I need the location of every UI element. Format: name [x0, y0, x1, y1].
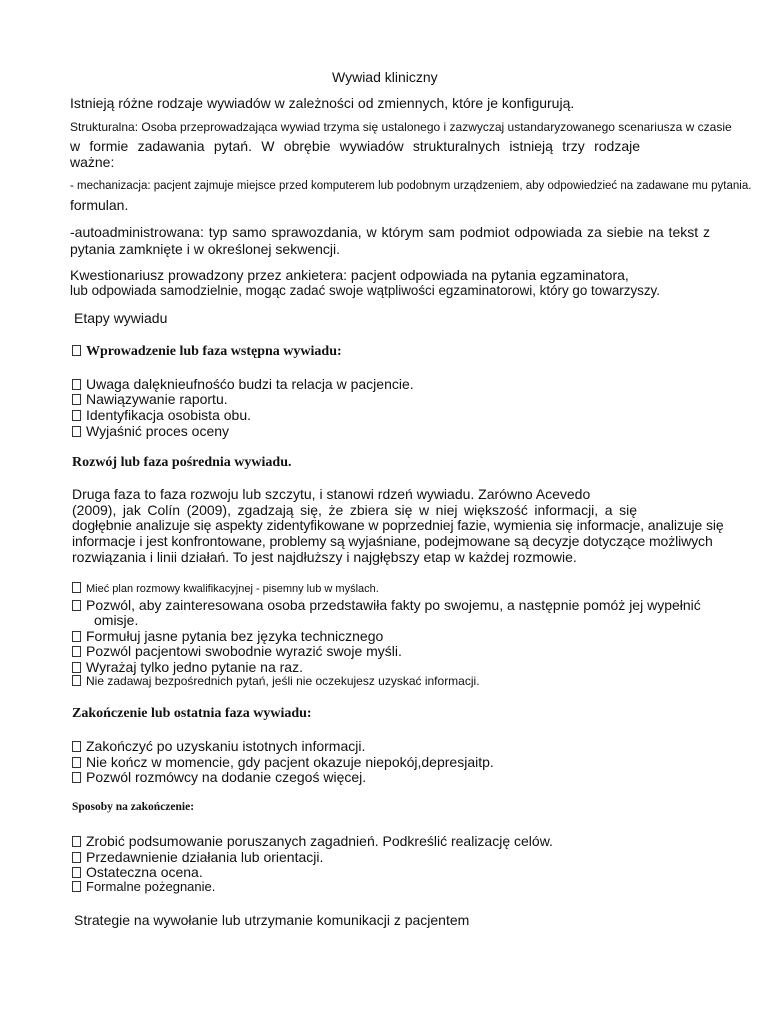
closing-ways-heading: Sposoby na zakończenie: — [72, 801, 195, 813]
checkbox-glyph-icon — [72, 881, 81, 892]
list-item — [72, 864, 203, 880]
list-item-text: Zakończyć po uzyskaniu istotnych informacji. — [86, 738, 366, 754]
list-item — [72, 849, 323, 865]
list-item-text: Formalne pożegnanie. — [86, 879, 216, 894]
list-item — [72, 738, 365, 754]
checkbox-glyph-icon — [72, 379, 81, 390]
list-item-text: Wyrażaj tylko jedno pytanie na raz. — [86, 659, 303, 675]
checkbox-glyph-icon — [72, 836, 81, 847]
list-item-text: Zrobić podsumowanie poruszanych zagadnień. Podkreślić realizację celów. — [86, 833, 553, 849]
list-item — [72, 582, 379, 596]
intro-paragraph: Istnieją różne rodzaje wywiadów w zależności od zmiennych, które je konfigurują. — [70, 95, 575, 111]
list-item-text: Mieć plan rozmowy kwalifikacyjnej - pisemny lub w myślach. — [86, 583, 379, 595]
strategies-heading: Strategie na wywołanie lub utrzymanie komunikacji z pacjentem — [74, 912, 470, 928]
list-item — [72, 659, 303, 675]
list-item — [72, 376, 414, 392]
final-phase-heading: Zakończenie lub ostatnia faza wywiadu: — [72, 706, 312, 721]
questionnaire-line: Kwestionariusz prowadzony przez ankietera: pacjent odpowiada na pytania egzaminatora, — [70, 267, 629, 283]
middle-paragraph-line: (2009), jak Colín (2009), zgadzają się, że zbiera się w niej większość informacji, a się — [72, 502, 637, 518]
list-item-text: Pozwól pacjentowi swobodnie wyrazić swoje myśli. — [86, 643, 402, 659]
list-item-text: Uwaga dalęknieufnośćo budzi ta relacja w pacjencie. — [86, 376, 414, 392]
checkbox-glyph-icon — [72, 426, 81, 437]
autoadmin-line: pytania zamknięte i w określonej sekwencji. — [70, 241, 341, 257]
list-item — [72, 643, 402, 659]
list-item-text: Pozwól rozmówcy na dodanie czegoś więcej. — [86, 769, 367, 785]
middle-paragraph-line: Druga faza to faza rozwoju lub szczytu, i stanowi rdzeń wywiadu. Zarówno Acevedo — [72, 486, 591, 502]
checkbox-glyph-icon — [72, 757, 81, 768]
intro-phase-heading-text: Wprowadzenie lub faza wstępna wywiadu: — [86, 344, 342, 359]
list-item — [72, 628, 383, 644]
checkbox-glyph-icon — [72, 741, 81, 752]
structural-line: w formie zadawania pytań. W obrębie wywiadów strukturalnych istnieją trzy rodzaje — [70, 138, 640, 154]
checkbox-glyph-icon — [72, 582, 81, 593]
structural-line: Strukturalna: Osoba przeprowadzająca wywiad trzyma się ustalonego i zazwyczaj ustandaryzowanego scenariusza w czasie — [70, 120, 732, 134]
list-item — [72, 423, 229, 439]
list-item-text: Formułuj jasne pytania bez języka technicznego — [86, 628, 384, 644]
autoadmin-line: -autoadministrowana: typ samo sprawozdania, w którym sam podmiot odpowiada za siebie na tekst z — [70, 224, 710, 240]
list-item — [72, 754, 494, 770]
list-item — [72, 675, 480, 689]
middle-paragraph-line: informacje i jest konfrontowane, problemy są wyjaśniane, podejmowane są decyzje dotyczące możliwych — [72, 533, 713, 549]
mechanization-line: - mechanizacja: pacjent zajmuje miejsce przed komputerem lub podobnym urządzeniem, aby odpowiedzieć na zadawane mu pytania. — [70, 180, 752, 192]
intro-phase-heading — [72, 344, 342, 360]
list-item-text: Przedawnienie działania lub orientacji. — [86, 849, 324, 865]
list-item-text: Identyfikacja osobista obu. — [86, 407, 251, 423]
checkbox-glyph-icon — [72, 600, 81, 611]
checkbox-glyph-icon — [72, 675, 81, 686]
list-item-text: Ostateczna ocena. — [86, 864, 203, 880]
questionnaire-line: lub odpowiada samodzielnie, mogąc zadać swoje wątpliwości egzaminatorowi, który go towarzyszy. — [70, 283, 660, 298]
middle-paragraph-line: rozwiązania i linii działań. To jest najdłuższy i najgłębszy etap w każdej rozmowie. — [72, 549, 577, 565]
list-item — [72, 407, 251, 423]
checkbox-glyph-icon — [72, 772, 81, 783]
checkbox-glyph-icon — [72, 852, 81, 863]
list-item-text: Nie kończ w momencie, gdy pacjent okazuje niepokój,depresjaitp. — [86, 754, 494, 770]
list-item-text: Pozwól, aby zainteresowana osoba przedstawiła fakty po swojemu, a następnie pomóż jej wypełnić — [86, 597, 701, 613]
middle-phase-heading: Rozwój lub faza pośrednia wywiadu. — [72, 455, 292, 470]
checkbox-glyph-icon — [72, 662, 81, 673]
list-item-text: Nawiązywanie raportu. — [86, 391, 228, 407]
list-item-text: Wyjaśnić proces oceny — [86, 423, 230, 439]
middle-paragraph-line: dogłębnie analizuje się aspekty zidentyfikowane w poprzedniej fazie, wymienia się informacje, analizuje się — [72, 517, 724, 533]
list-item — [72, 597, 701, 613]
mechanization-line: formulan. — [70, 197, 129, 213]
list-item-text: Nie zadawaj bezpośrednich pytań, jeśli nie oczekujesz uzyskać informacji. — [86, 674, 480, 688]
list-item-continuation: omisje. — [94, 612, 139, 628]
checkbox-glyph-icon — [72, 394, 81, 405]
list-item — [72, 769, 366, 785]
list-item — [72, 880, 215, 895]
document-title: Wywiad kliniczny — [332, 69, 438, 85]
checkbox-glyph-icon — [72, 631, 81, 642]
stages-heading: Etapy wywiadu — [74, 310, 168, 326]
checkbox-glyph-icon — [72, 345, 81, 356]
list-item — [72, 833, 553, 849]
checkbox-glyph-icon — [72, 867, 81, 878]
checkbox-glyph-icon — [72, 410, 81, 421]
checkbox-glyph-icon — [72, 646, 81, 657]
list-item — [72, 391, 228, 407]
structural-line: ważne: — [70, 154, 115, 170]
